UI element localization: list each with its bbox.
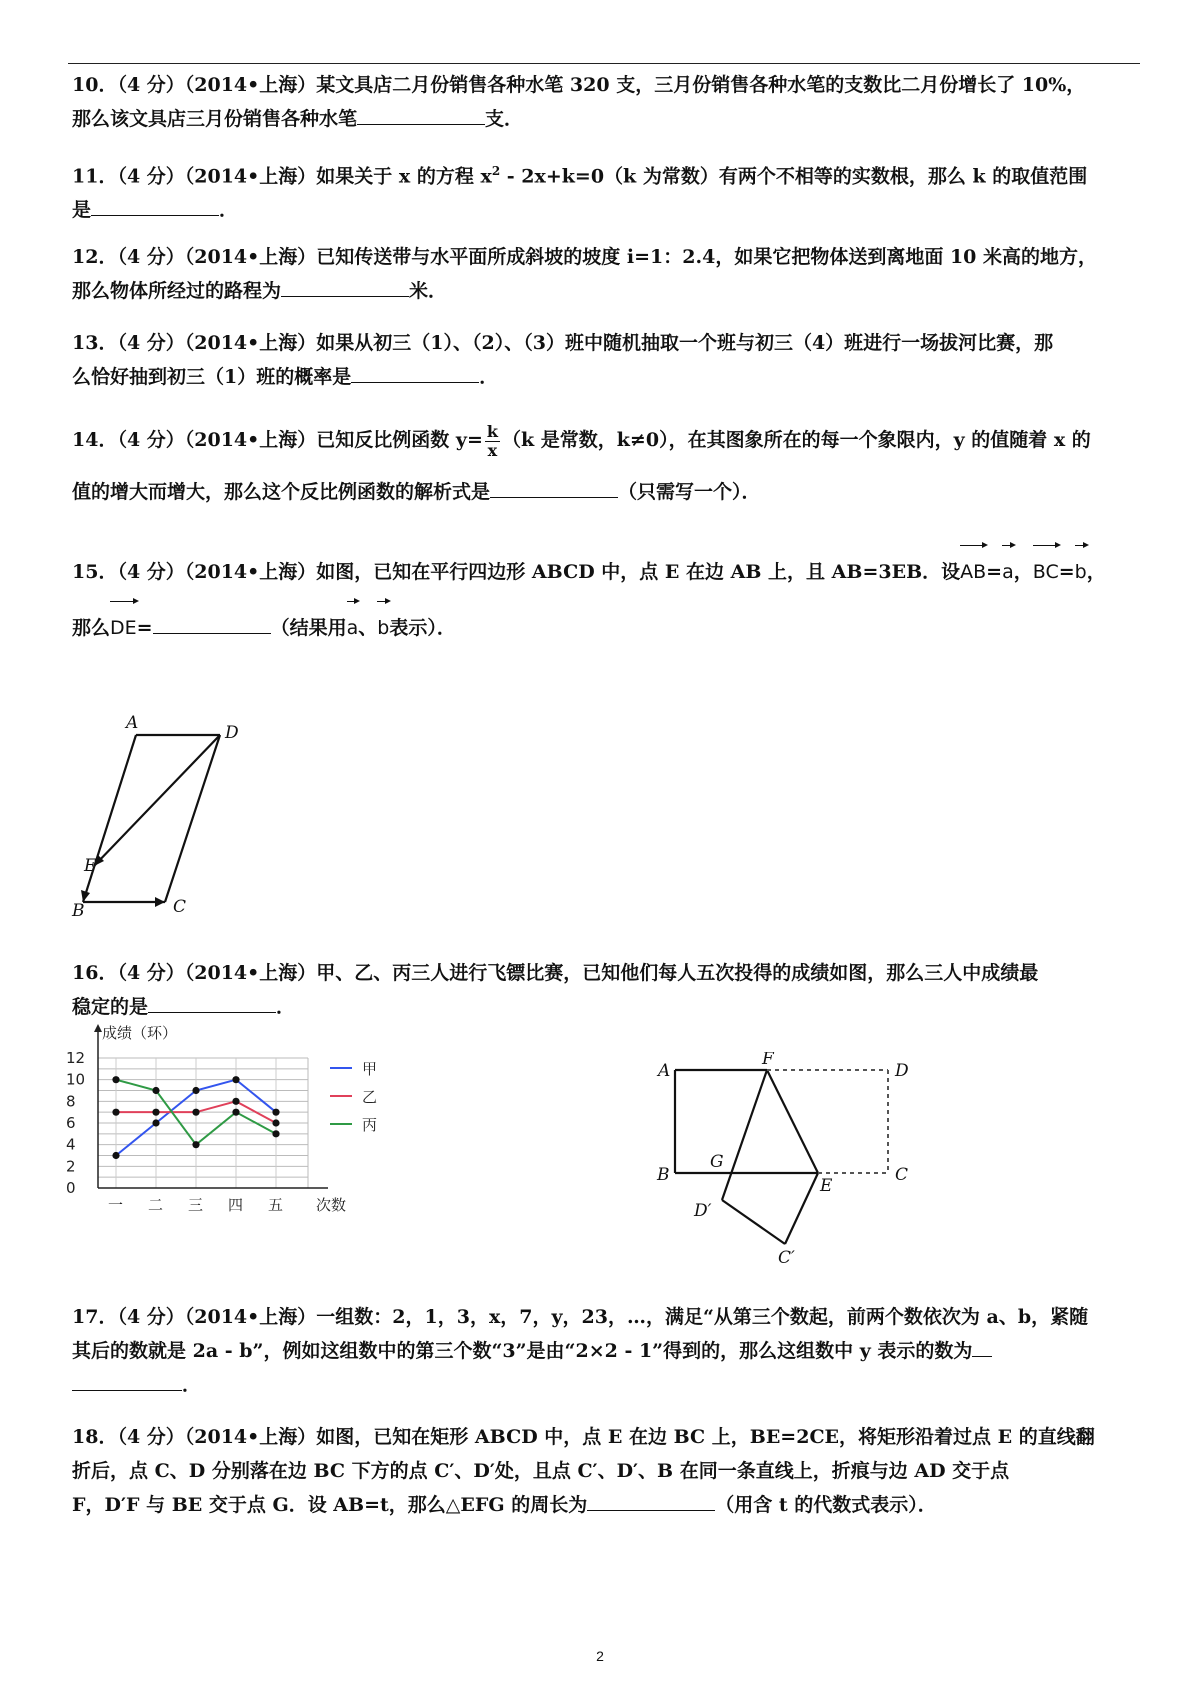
- q14-line1: [72, 418, 1142, 462]
- q10-line2-pre: 那么该文具店三月份销售各种水笔: [72, 108, 358, 130]
- q15-line2-post: 表示）．: [389, 617, 456, 639]
- data-point: [192, 1109, 199, 1116]
- q10-line1: 10．（4 分）（2014•上海）某文具店二月份销售各种水笔 320 支，三月份销售各种水笔的支数比二月份增长了 10%，: [72, 74, 1086, 96]
- q11-line1-post: - 2x+k=0（k 为常数）有两个不相等的实数根，那么 k 的取值范围: [500, 165, 1088, 188]
- page-number: 2: [596, 1648, 604, 1664]
- q11-answer-blank[interactable]: [91, 197, 219, 216]
- q16-line2-pre: 稳定的是: [72, 996, 149, 1018]
- folded-rectangle-figure: [640, 1052, 940, 1267]
- q14-line2: [72, 470, 1142, 514]
- y-axis-arrow: [94, 1024, 102, 1032]
- q15-eq1: =: [986, 561, 1003, 583]
- q15-line1: [72, 544, 1142, 600]
- q14-line2-post: （只需写一个）．: [618, 481, 761, 503]
- edge-dc: [165, 735, 220, 902]
- x-axis-label: 次数: [316, 1196, 347, 1214]
- crease-fe: [767, 1070, 818, 1173]
- q13-line1: 13．（4 分）（2014•上海）如果从初三（1）、（2）、（3）班中随机抽取一个班与初三（4）班进行一场拔河比赛，那: [72, 332, 1054, 354]
- label-d-prime: D′: [694, 1201, 712, 1221]
- y-tick-label: 6: [66, 1114, 76, 1132]
- legend-label: 丙: [362, 1116, 378, 1134]
- parallelogram-figure: [70, 708, 260, 918]
- question-12: [72, 240, 1142, 308]
- q14-fraction: [485, 423, 500, 460]
- q10-line2: [72, 102, 1142, 136]
- legend-label: 甲: [362, 1060, 378, 1078]
- q16-line1: 16．（4 分）（2014•上海）甲、乙、丙三人进行飞镖比赛，已知他们每人五次投得的成绩如图，那么三人中成绩最: [72, 962, 1039, 984]
- q15-line1-pre: 15．（4 分）（2014•上海）如图，已知在平行四边形 ABCD 中，点 E 在边 AB 上，且 AB=3EB．设: [72, 561, 961, 583]
- q13-answer-blank[interactable]: [351, 364, 479, 383]
- label-c: C: [895, 1165, 909, 1185]
- y-tick-label: 8: [66, 1092, 76, 1111]
- label-a: A: [658, 1061, 671, 1081]
- label-c: C: [173, 897, 187, 917]
- y-axis-label: 成绩（环）: [102, 1024, 178, 1042]
- x-tick-label: 一: [108, 1196, 124, 1214]
- q11-superscript: 2: [491, 164, 501, 178]
- q11-line1-pre: 11．（4 分）（2014•上海）如果关于 x 的方程 x: [72, 165, 492, 188]
- score-line-chart: [60, 1020, 480, 1255]
- vector-bc: BC: [1033, 544, 1059, 600]
- label-e: E: [84, 856, 97, 876]
- data-point: [232, 1076, 239, 1083]
- label-c-prime: C′: [778, 1248, 795, 1267]
- label-a: A: [126, 713, 139, 733]
- q12-answer-blank[interactable]: [281, 278, 409, 297]
- q17-answer-blank[interactable]: [72, 1372, 182, 1391]
- vector-de: DE: [110, 600, 137, 656]
- q17-answer-blank-start[interactable]: [972, 1338, 992, 1357]
- data-point: [152, 1119, 159, 1126]
- x-tick-label: 五: [268, 1196, 284, 1214]
- label-d: D: [225, 723, 239, 743]
- question-18: [72, 1420, 1142, 1522]
- q13-line2: [72, 360, 1142, 394]
- data-point: [152, 1087, 159, 1094]
- question-11: [72, 154, 1142, 227]
- q15-eq2: =: [1058, 561, 1075, 583]
- q15-comma: 、: [358, 617, 378, 639]
- q14-frac-numerator: k: [486, 421, 498, 441]
- q11-line2-post: ．: [219, 199, 239, 222]
- q11-line1: [72, 154, 1142, 193]
- data-point: [272, 1130, 279, 1137]
- label-g: G: [710, 1152, 724, 1172]
- q14-line1-pre: 14．（4 分）（2014•上海）已知反比例函数 y=: [72, 429, 483, 451]
- q18-answer-blank[interactable]: [587, 1492, 715, 1511]
- q17-line2: [72, 1334, 1142, 1368]
- q16-answer-blank[interactable]: [148, 994, 276, 1013]
- data-point: [112, 1152, 119, 1159]
- q16-line2-post: ．: [276, 996, 296, 1018]
- x-tick-label: 二: [148, 1196, 164, 1214]
- y-tick-label: 0: [66, 1179, 76, 1197]
- q14-line1-post: （k 是常数，k≠0），在其图象所在的每一个象限内，y 的值随着 x 的: [501, 429, 1091, 451]
- question-16: [72, 956, 1142, 1024]
- q10-line2-post: 支．: [485, 108, 524, 130]
- q12-line2-pre: 那么物体所经过的路程为: [72, 280, 282, 302]
- edge-c-prime-e: [785, 1173, 818, 1244]
- data-point: [232, 1098, 239, 1105]
- q12-line2-post: 米．: [409, 280, 448, 302]
- q18-line1: 18．（4 分）（2014•上海）如图，已知在矩形 ABCD 中，点 E 在边 BC 上，BE=2CE，将矩形沿着过点 E 的直线翻: [72, 1426, 1095, 1448]
- x-tick-label: 三: [188, 1196, 204, 1214]
- edge-ab: [83, 735, 136, 902]
- q17-line2-text: 其后的数就是 2a - b”，例如这组数中的第三个数“3”是由“2×2 - 1”得到的，那么这组数中 y 表示的数为: [72, 1340, 973, 1362]
- q14-frac-denominator: x: [487, 440, 498, 460]
- y-tick-label: 10: [66, 1070, 86, 1089]
- label-b: B: [657, 1165, 670, 1185]
- label-d: D: [895, 1061, 909, 1081]
- vector-ab: AB: [960, 544, 986, 600]
- data-point: [272, 1119, 279, 1126]
- arrowhead-c: [155, 897, 165, 907]
- q11-line2-pre: 是: [72, 199, 92, 222]
- vector-a: a: [1002, 544, 1014, 600]
- vector-b: b: [1075, 544, 1087, 600]
- data-point: [192, 1087, 199, 1094]
- data-point: [112, 1109, 119, 1116]
- vector-de-arrow: [94, 735, 220, 866]
- q12-line2: [72, 274, 1142, 308]
- q15-line2-pre: 那么: [72, 617, 111, 639]
- vector-a-2: a: [347, 600, 359, 656]
- q15-answer-blank[interactable]: [153, 615, 271, 634]
- question-10: [72, 68, 1142, 136]
- legend-label: 乙: [362, 1088, 378, 1106]
- y-tick-label: 2: [66, 1157, 76, 1176]
- chart-legend: [330, 1060, 377, 1134]
- q10-answer-blank[interactable]: [357, 106, 485, 125]
- data-point: [112, 1076, 119, 1083]
- y-tick-label: 12: [66, 1049, 86, 1067]
- q13-line2-post: ．: [479, 366, 499, 388]
- q14-answer-blank[interactable]: [490, 479, 618, 498]
- question-17: [72, 1300, 1142, 1402]
- q15-sep: ，: [1013, 561, 1033, 583]
- label-e: E: [820, 1176, 833, 1196]
- q15-line2-eq: =: [136, 617, 153, 639]
- q17-line1: 17．（4 分）（2014•上海）一组数：2，1，3，x，7，y，23，…，满足“从第三个数起，前两个数依次为 a、b，紧随: [72, 1306, 1089, 1328]
- q18-line3: [72, 1488, 1142, 1522]
- y-tick-label: 4: [66, 1135, 76, 1154]
- q15-line2: [72, 600, 1142, 656]
- q17-line3-post: ．: [182, 1374, 202, 1396]
- header-rule: [68, 63, 1140, 64]
- question-14: [72, 418, 1142, 514]
- q18-line3-pre: F，D′F 与 BE 交于点 G．设 AB=t，那么△EFG 的周长为: [72, 1494, 588, 1516]
- data-point: [232, 1109, 239, 1116]
- q17-line3: [72, 1368, 1142, 1402]
- q14-line2-pre: 值的增大而增大，那么这个反比例函数的解析式是: [72, 481, 491, 503]
- label-b: B: [72, 901, 85, 918]
- label-f: F: [762, 1052, 774, 1069]
- q15-line2-mid: （结果用: [270, 617, 347, 639]
- vector-b-2: b: [377, 600, 389, 656]
- data-point: [152, 1109, 159, 1116]
- q12-line1: 12．（4 分）（2014•上海）已知传送带与水平面所成斜坡的坡度 i=1：2.4，如果它把物体送到离地面 10 米高的地方，: [72, 246, 1098, 268]
- q18-line2: 折后，点 C、D 分别落在边 BC 下方的点 C′、D′处，且点 C′、D′、B 在同一条直线上，折痕与边 AD 交于点: [72, 1460, 1010, 1482]
- question-15: [72, 544, 1142, 656]
- question-13: [72, 326, 1142, 394]
- edge-d-prime-c-prime: [722, 1200, 785, 1244]
- q18-line3-post: （用含 t 的代数式表示）．: [715, 1494, 937, 1516]
- q13-line2-pre: 么恰好抽到初三（1）班的概率是: [72, 366, 352, 388]
- data-point: [192, 1141, 199, 1148]
- x-tick-label: 四: [228, 1196, 244, 1214]
- q15-line1-end: ，: [1086, 561, 1106, 583]
- data-point: [272, 1109, 279, 1116]
- q11-line2: [72, 193, 1142, 227]
- q16-line2: [72, 990, 1142, 1024]
- edge-fd-prime: [722, 1070, 767, 1200]
